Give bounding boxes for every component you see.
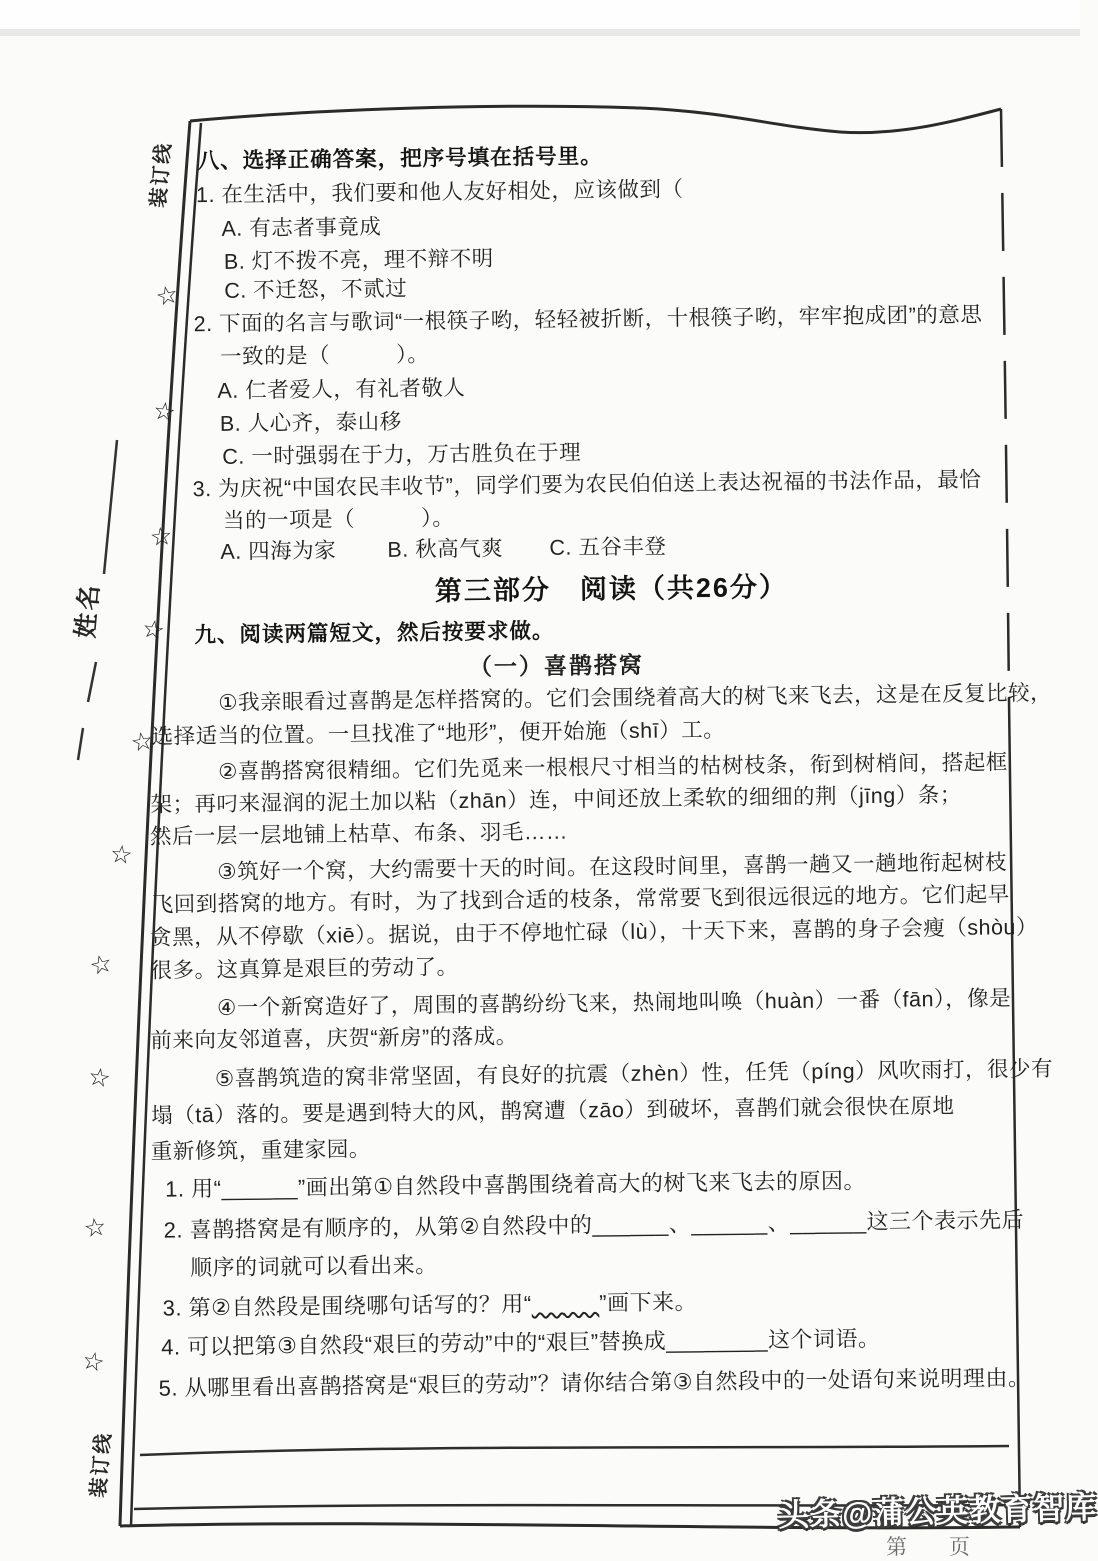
q1-option-c: C. 不迁怒，不贰过 bbox=[224, 276, 408, 303]
passage-line: ③筑好一个窝，大约需要十天的时间。在这段时间里，喜鹊一趟又一趟地衔起树枝 bbox=[217, 850, 1008, 884]
reading-q1: 1. 用“______”画出第①自然段中喜鹊围绕着高大的树飞来飞去的原因。 bbox=[165, 1168, 867, 1202]
star-icon: ☆ bbox=[82, 1212, 109, 1244]
passage-title: （一）喜鹊搭窝 bbox=[468, 651, 645, 680]
part3-heading: 第三部分 阅读（共26分） bbox=[434, 571, 789, 607]
reading-q2-line1: 2. 喜鹊搭窝是有顺序的，从第②自然段中的______、______、______这三个表示先后 bbox=[163, 1207, 1025, 1243]
passage-line: 前来向友邻道喜，庆贺“新房”的落成。 bbox=[150, 1024, 518, 1053]
q3-stem-line1: 3. 为庆祝“中国农民丰收节”，同学们要为农民伯伯送上表达祝福的书法作品，最恰 bbox=[192, 467, 982, 502]
q2-stem-line2: 一致的是（ ）。 bbox=[219, 342, 430, 369]
section9-heading: 九、阅读两篇短文，然后按要求做。 bbox=[194, 618, 555, 648]
passage-line: 架；再叼来湿润的泥土加以粘（zhān）连，中间还放上柔软的细细的荆（jīng）条； bbox=[150, 782, 962, 817]
q3-option-c: C. 五谷丰登 bbox=[549, 534, 667, 560]
reading-q2-line2: 顺序的词就可以看出来。 bbox=[190, 1252, 438, 1281]
reading-q3-prefix: 3. 第②自然段是围绕哪句话写的？用“ bbox=[162, 1291, 532, 1321]
star-icon: ☆ bbox=[128, 726, 156, 758]
binding-line-label-bottom: 装订线 bbox=[87, 1430, 116, 1499]
reading-q4: 4. 可以把第③自然段“艰巨的劳动”中的“艰巨”替换成________这个词语。 bbox=[160, 1325, 881, 1360]
reading-q3-wavy-blank bbox=[532, 1290, 600, 1316]
q2-option-b: B. 人心齐，泰山移 bbox=[219, 409, 402, 436]
q1-option-a: A. 有志者事竟成 bbox=[221, 214, 382, 241]
q3-option-a: A. 四海为家 bbox=[220, 538, 337, 564]
reading-q3 bbox=[162, 1285, 697, 1323]
star-icon: ☆ bbox=[86, 948, 116, 982]
star-icon: ☆ bbox=[151, 396, 178, 428]
q2-stem-line1: 2. 下面的名言与歌词“一根筷子哟，轻轻被折断，十根筷子哟，牢牢抱成团”的意思 bbox=[193, 302, 983, 337]
page-number-partial: 第 页 bbox=[886, 1536, 988, 1559]
q1-option-b: B. 灯不拨不亮，理不辩不明 bbox=[223, 246, 494, 274]
passage-line: 选择适当的位置。一旦找准了“地形”，便开始施（shī）工。 bbox=[151, 717, 726, 749]
star-icon: ☆ bbox=[79, 1345, 108, 1379]
binding-line-label-top: 装订线 bbox=[147, 140, 176, 209]
watermark-text: 头条@蒲公英教育智库 bbox=[777, 1489, 1098, 1534]
q2-option-c: C. 一时强弱在于力，万古胜负在于理 bbox=[222, 440, 582, 469]
star-icon: ☆ bbox=[139, 614, 167, 646]
passage-line: ④一个新窝造好了，周围的喜鹊纷纷飞来，热闹地叫唤（huàn）一番（fān），像是 bbox=[216, 986, 1012, 1020]
passage-line: ①我亲眼看过喜鹊是怎样搭窝的。它们会围绕着高大的树飞来飞去，这是在反复比较， bbox=[218, 680, 1053, 715]
section8-heading: 八、选择正确答案，把序号填在括号里。 bbox=[197, 144, 603, 174]
name-field-label: 姓名 bbox=[71, 581, 105, 640]
star-icon: ☆ bbox=[86, 1062, 113, 1094]
q1-stem: 1. 在生活中，我们要和他人友好相处，应该做到（ bbox=[195, 177, 684, 208]
star-icon: ☆ bbox=[148, 521, 174, 553]
passage-line: 重新修筑，重建家园。 bbox=[150, 1137, 371, 1164]
reading-q5: 5. 从哪里看出喜鹊搭窝是“艰巨的劳动”？请你结合第③自然段中的一处语句来说明理由。 bbox=[158, 1365, 1031, 1401]
passage-line: 飞回到搭窝的地方。有时，为了找到合适的枝条，常常要飞到很远很远的地方。它们起早 bbox=[151, 882, 1010, 917]
q3-option-b: B. 秋高气爽 bbox=[387, 536, 504, 562]
star-icon: ☆ bbox=[108, 839, 134, 871]
star-icon: ☆ bbox=[153, 279, 181, 313]
passage-line: ⑤喜鹊筑造的窝非常坚固，有良好的抗震（zhèn）性，任凭（píng）风吹雨打，很少有 bbox=[214, 1056, 1054, 1091]
passage-line: 很多。这真算是艰巨的劳动了。 bbox=[150, 955, 459, 983]
reading-q3-suffix: ”画下来。 bbox=[599, 1289, 698, 1316]
passage-line: 然后一层一层地铺上枯草、布条、羽毛…… bbox=[149, 819, 569, 849]
passage-line: ②喜鹊搭窝很精细。它们先觅来一根根尺寸相当的枯树枝条，衔到树梢间，搭起框 bbox=[217, 750, 1008, 784]
passage-line: 贪黑，从不停歇（xiē）。据说，由于不停地忙碌（lù），十天下来，喜鹊的身子会瘦（shòu） bbox=[149, 914, 1039, 950]
q3-stem-line2: 当的一项是（ ）。 bbox=[222, 506, 455, 533]
passage-line: 塌（tā）落的。要是遇到特大的风，鹊窝遭（zāo）到破坏，喜鹊们就会很快在原地 bbox=[151, 1093, 955, 1128]
q2-option-a: A. 仁者爱人，有礼者敬人 bbox=[217, 375, 466, 403]
